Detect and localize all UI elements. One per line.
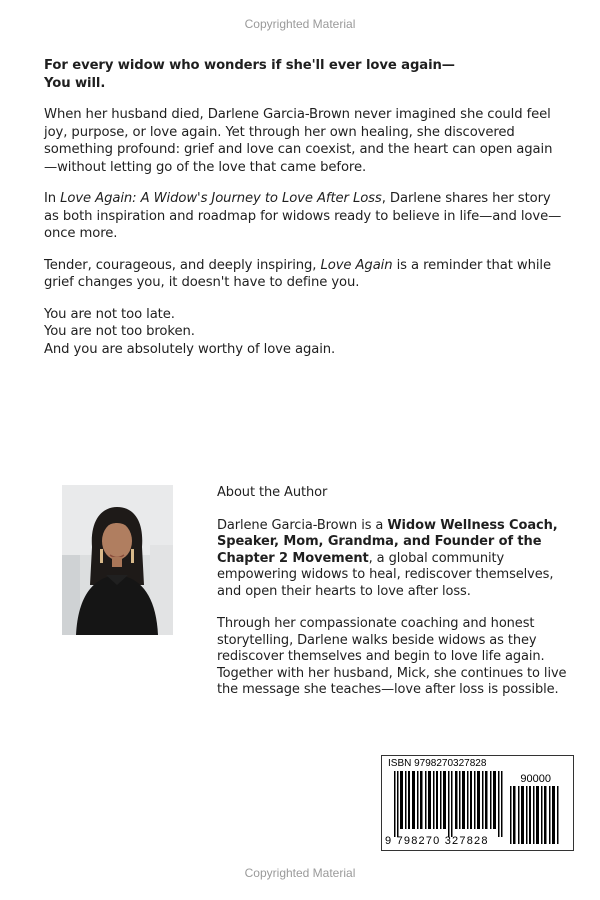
author-photo — [62, 485, 173, 635]
closing-line-3: And you are absolutely worthy of love again. — [44, 341, 336, 357]
blurb-closing — [44, 306, 564, 359]
author-bio-1 — [217, 518, 577, 601]
isbn-barcode — [381, 755, 574, 851]
bio1-prefix: Darlene Garcia-Brown is a — [217, 517, 388, 533]
closing-line-1: You are not too late. — [44, 306, 175, 322]
barcode-bars — [394, 771, 506, 837]
author-heading: About the Author — [217, 485, 328, 500]
copyright-watermark-bottom: Copyrighted Material — [244, 866, 356, 880]
para2-prefix: In — [44, 191, 61, 206]
author-bio-2: Through her compassionate coaching and honest storytelling, Darlene walks beside widows as they rediscover themselves and begin to love life again. Together with her husband, Mick, she continues to live the message she teaches—love after loss is possible. — [217, 616, 567, 697]
bio1-roles: Widow Wellness Coach, Speaker, Mom, Grandma, and Founder of the Chapter 2 Movement — [217, 517, 558, 566]
book-title-short: Love Again — [320, 257, 393, 273]
addon-barcode-bars — [510, 786, 562, 844]
barcode-digits: 9 798270 327828 — [385, 835, 489, 847]
para3-suffix: is a reminder that while grief changes you, it doesn't have to define you. — [44, 257, 551, 290]
blurb-hook — [44, 57, 564, 92]
blurb-paragraph-3 — [44, 257, 564, 292]
para2-suffix: , Darlene shares her story as both inspiration and roadmap for widows ready to believe in life—and love—once more. — [44, 191, 562, 241]
copyright-watermark-top: Copyrighted Material — [244, 17, 356, 31]
bio1-suffix: , a global community empowering widows to heal, rediscover themselves, and open their hearts to love after loss. — [217, 550, 554, 599]
blurb-paragraph-1: When her husband died, Darlene Garcia-Brown never imagined she could feel joy, purpose, or love again. Yet through her own healing, she discovered something profound: grief and love can coexist, and the heart can open again—without letting go of the love that came before. — [44, 107, 553, 175]
about-the-author — [217, 485, 577, 715]
hook-line-1: For every widow who wonders if she'll ever love again— — [44, 58, 455, 73]
isbn-label: ISBN 9798270327828 — [388, 758, 487, 769]
book-title: Love Again: A Widow's Journey to Love After Loss — [60, 191, 382, 206]
hook-line-2: You will. — [44, 75, 106, 91]
price-code: 90000 — [520, 773, 551, 785]
back-cover-blurb — [44, 57, 564, 372]
para3-prefix: Tender, courageous, and deeply inspiring, — [44, 257, 321, 273]
closing-line-2: You are not too broken. — [44, 324, 195, 339]
blurb-paragraph-2 — [44, 190, 564, 243]
